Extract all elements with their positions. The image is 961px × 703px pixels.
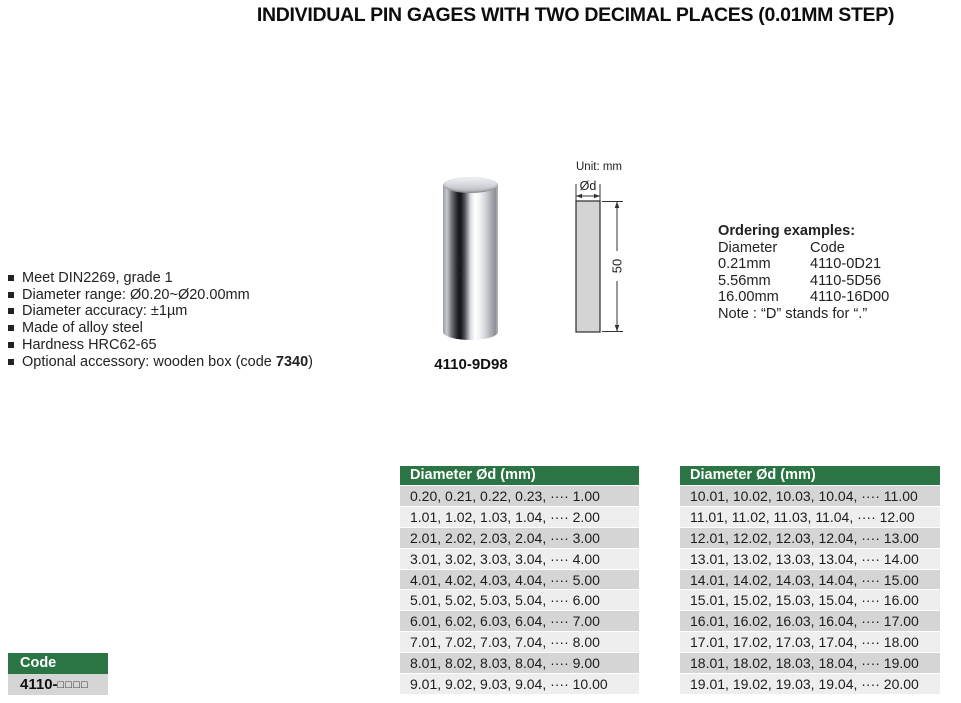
feature-text-pre: Optional accessory: wooden box (code xyxy=(22,353,276,370)
ordering-diameter: 5.56mm xyxy=(718,272,771,289)
diameter-table-left xyxy=(400,466,639,695)
table-header: Diameter Ød (mm) xyxy=(400,466,639,486)
table-row: 15.01, 15.02, 15.03, 15.04, ···· 16.00 xyxy=(680,590,940,611)
code-box-value xyxy=(8,674,108,695)
feature-text: Made of alloy steel xyxy=(22,320,143,337)
table-body xyxy=(680,486,940,695)
feature-accessory-code: 7340 xyxy=(275,353,309,370)
table-row: 2.01, 2.02, 2.03, 2.04, ···· 3.00 xyxy=(400,528,639,549)
ordering-col-code: Code xyxy=(810,239,845,256)
table-row: 7.01, 7.02, 7.03, 7.04, ···· 8.00 xyxy=(400,632,639,653)
ordering-heading: Ordering examples: xyxy=(718,223,856,239)
ordering-col-diameter: Diameter xyxy=(718,239,778,256)
code-box-header: Code xyxy=(8,653,108,674)
pin-gage-photo xyxy=(443,177,498,340)
table-row: 0.20, 0.21, 0.22, 0.23, ···· 1.00 xyxy=(400,486,639,507)
page-title: INDIVIDUAL PIN GAGES WITH TWO DECIMAL PLACES (0.01MM STEP) xyxy=(256,4,895,26)
table-row: 5.01, 5.02, 5.03, 5.04, ···· 6.00 xyxy=(400,590,639,611)
table-header: Diameter Ød (mm) xyxy=(680,466,940,486)
table-row: 17.01, 17.02, 17.03, 17.04, ···· 18.00 xyxy=(680,632,940,653)
ordering-note: Note : “D” stands for “.” xyxy=(718,305,868,322)
feature-text: Hardness HRC62-65 xyxy=(22,336,157,353)
feature-item xyxy=(8,303,313,320)
feature-text: Diameter range: Ø0.20~Ø20.00mm xyxy=(22,286,250,303)
feature-text: Diameter accuracy: ±1µm xyxy=(22,303,188,320)
ordering-code: 4110-0D21 xyxy=(810,256,882,273)
product-model-label: 4110-9D98 xyxy=(434,356,508,373)
feature-item xyxy=(8,354,313,371)
bullet-square-icon xyxy=(8,359,14,365)
code-box xyxy=(8,653,108,695)
dimension-drawing xyxy=(563,155,641,345)
feature-text: Meet DIN2269, grade 1 xyxy=(22,270,173,286)
feature-text xyxy=(22,354,313,371)
ordering-examples xyxy=(718,223,928,323)
pin-body xyxy=(443,185,498,340)
diameter-table-right xyxy=(680,466,940,695)
table-row: 3.01, 3.02, 3.03, 3.04, ···· 4.00 xyxy=(400,549,639,570)
table-row: 13.01, 13.02, 13.03, 13.04, ···· 14.00 xyxy=(680,549,940,570)
ordering-row xyxy=(718,273,928,290)
bullet-square-icon xyxy=(8,275,14,281)
ordering-code: 4110-5D56 xyxy=(810,272,882,289)
table-body xyxy=(400,486,639,695)
pin-engraving-text: 9.98 xyxy=(456,253,467,277)
ordering-diameter: 16.00mm xyxy=(718,289,779,306)
table-row: 4.01, 4.02, 4.03, 4.04, ···· 5.00 xyxy=(400,570,639,591)
table-row: 1.01, 1.02, 1.03, 1.04, ···· 2.00 xyxy=(400,507,639,528)
ordering-column-headers xyxy=(718,240,928,257)
pin-top-face xyxy=(443,177,498,193)
feature-item xyxy=(8,320,313,337)
ordering-row xyxy=(718,289,928,306)
unit-label: Unit: mm xyxy=(576,161,622,173)
pin-cross-section xyxy=(576,201,600,332)
height-dim-label: 50 xyxy=(609,258,625,274)
ordering-code: 4110-16D00 xyxy=(810,289,890,306)
table-row: 14.01, 14.02, 14.03, 14.04, ···· 15.00 xyxy=(680,570,940,591)
feature-list xyxy=(8,270,313,370)
code-placeholder-squares: □□□□ xyxy=(57,679,89,691)
table-row: 18.01, 18.02, 18.03, 18.04, ···· 19.00 xyxy=(680,653,940,674)
bullet-square-icon xyxy=(8,292,14,298)
table-row: 19.01, 19.02, 19.03, 19.04, ···· 20.00 xyxy=(680,674,940,695)
bullet-square-icon xyxy=(8,342,14,348)
bullet-square-icon xyxy=(8,308,14,314)
bullet-square-icon xyxy=(8,325,14,331)
table-row: 11.01, 11.02, 11.03, 11.04, ···· 12.00 xyxy=(680,507,940,528)
table-row: 12.01, 12.02, 12.03, 12.04, ···· 13.00 xyxy=(680,528,940,549)
table-row: 10.01, 10.02, 10.03, 10.04, ···· 11.00 xyxy=(680,486,940,507)
ordering-row xyxy=(718,256,928,273)
feature-item xyxy=(8,337,313,354)
table-row: 9.01, 9.02, 9.03, 9.04, ···· 10.00 xyxy=(400,674,639,695)
diameter-dim-label: Ød xyxy=(579,179,597,193)
feature-text-post: ) xyxy=(308,353,314,370)
ordering-diameter: 0.21mm xyxy=(718,256,771,273)
feature-item xyxy=(8,287,313,304)
code-prefix: 4110- xyxy=(20,676,58,693)
table-row: 8.01, 8.02, 8.03, 8.04, ···· 9.00 xyxy=(400,653,639,674)
table-row: 6.01, 6.02, 6.03, 6.04, ···· 7.00 xyxy=(400,611,639,632)
table-row: 16.01, 16.02, 16.03, 16.04, ···· 17.00 xyxy=(680,611,940,632)
feature-item xyxy=(8,270,313,287)
